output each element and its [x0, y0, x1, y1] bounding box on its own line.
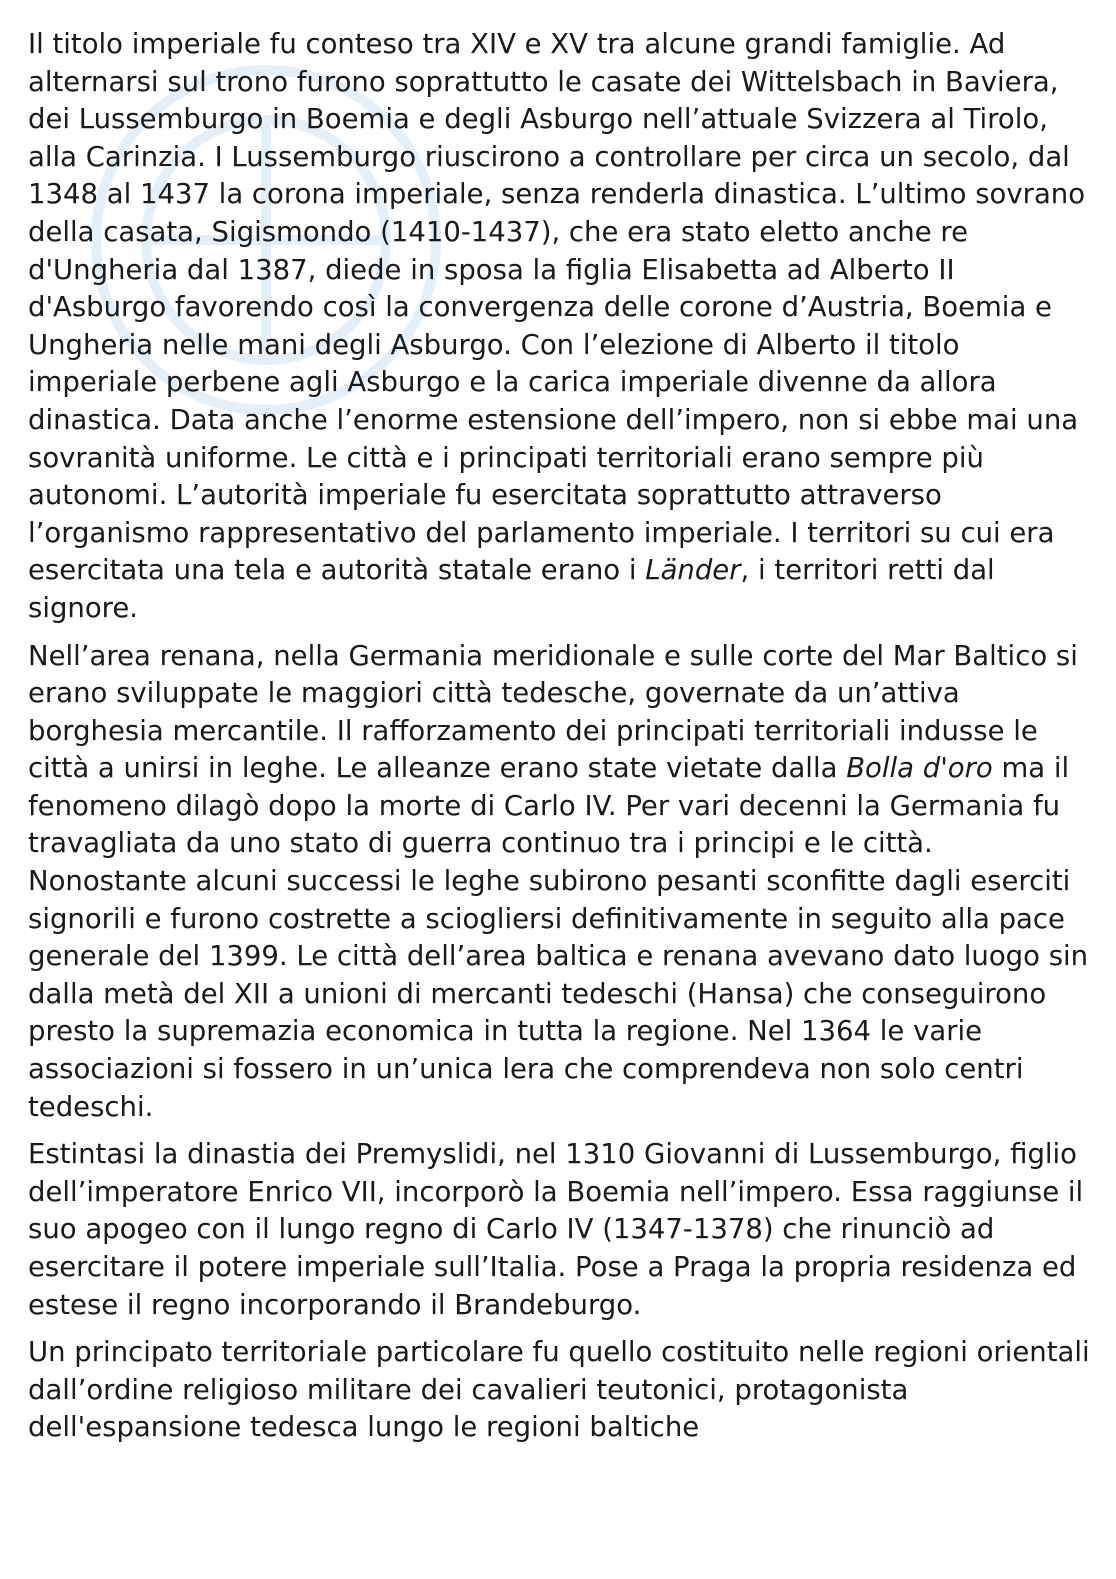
paragraph	[28, 26, 1092, 628]
paragraph-text: Il titolo imperiale fu conteso tra XIV e XV tra alcune grandi famiglie. Ad alternarsi sul trono furono soprattutto le casate dei Wittelsbach in Baviera, dei Lussemburgo in Boemia e degli Asburgo nell’attuale Svizzera al Tirolo, alla Carinzia. I Lussemburgo riuscirono a controllare per circa un secolo, dal 1348 al 1437 la corona imperiale, senza renderla dinastica. L’ultimo sovrano della casata, Sigismondo (1410-1437), che era stato eletto anche re d'Ungheria dal 1387, diede in sposa la figlia Elisabetta ad Alberto II d'Asburgo favorendo così la convergenza delle corone d’Austria, Boemia e Ungheria nelle mani degli Asburgo. Con l’elezione di Alberto il titolo imperiale perbene agli Asburgo e la carica imperiale divenne da allora dinastica. Data anche l’enorme estensione dell’impero, non si ebbe mai una sovranità uniforme. Le città e i principati territoriali erano sempre più autonomi. L’autorità imperiale fu esercitata soprattutto attraverso l’organismo rappresentativo del parlamento imperiale. I territori su cui era esercitata una tela e autorità statale erano i	[28, 28, 1086, 587]
paragraph-text: Un principato territoriale particolare fu quello costituito nelle regioni orientali dall’ordine religioso militare dei cavalieri teutonici, protagonista dell'espansione tedesca lungo le regioni baltiche	[28, 1336, 1090, 1444]
paragraph	[28, 1334, 1092, 1447]
italic-term: Bolla d'oro	[846, 752, 993, 785]
document-body	[28, 26, 1092, 1457]
paragraph-text: Nell’area renana, nella Germania meridionale e sulle corte del Mar Baltico si erano sviluppate le maggiori città tedesche, governate da un’attiva borghesia mercantile. Il rafforzamento dei principati territoriali indusse le città a unirsi in leghe. Le alleanze erano state vietate dalla	[28, 639, 1078, 785]
paragraph-text: Estintasi la dinastia dei Premyslidi, nel 1310 Giovanni di Lussemburgo, figlio dell’imperatore Enrico VII, incorporò la Boemia nell’impero. Essa raggiunse il suo apogeo con il lungo regno di Carlo IV (1347-1378) che rinunciò ad esercitare il potere imperiale sull’Italia. Pose a Praga la propria residenza ed estese il regno incorporando il Brandeburgo.	[28, 1138, 1084, 1321]
paragraph	[28, 638, 1092, 1127]
paragraph-text: ma il fenomeno dilagò dopo la morte di Carlo IV. Per vari decenni la Germania fu travagliata da uno stato di guerra continuo tra i principi e le città. Nonostante alcuni successi le leghe subirono pesanti sconfitte dagli eserciti signorili e furono costrette a sciogliersi definitivamente in seguito alla pace generale del 1399. Le città dell’area baltica e renana avevano dato luogo sin dalla metà del XII a unioni di mercanti tedeschi (Hansa) che conseguirono presto la supremazia economica in tutta la regione. Nel 1364 le varie associazioni si fossero in un’unica lera che comprendeva non solo centri tedeschi.	[28, 752, 1089, 1123]
paragraph	[28, 1136, 1092, 1324]
paragraph-text: , i territori retti dal signore.	[28, 554, 995, 624]
italic-term: Länder	[645, 554, 741, 587]
